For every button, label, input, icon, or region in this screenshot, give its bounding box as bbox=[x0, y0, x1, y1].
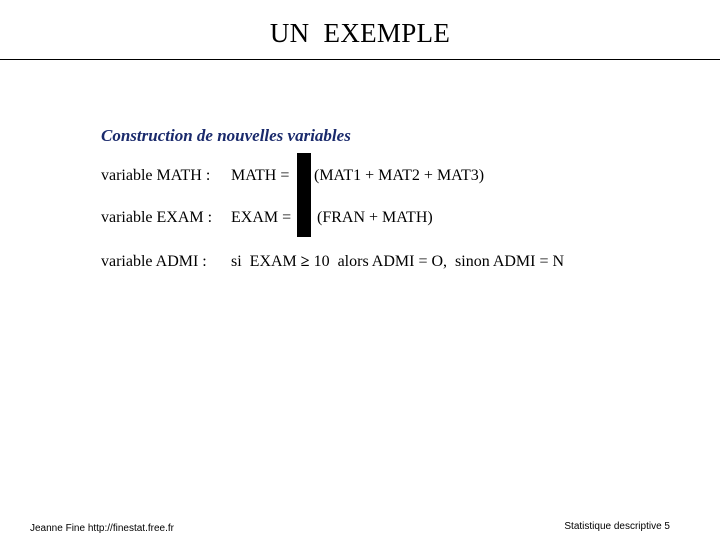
formula-lhs: EXAM = bbox=[231, 209, 292, 226]
slide-title: UN EXEMPLE bbox=[269, 18, 451, 48]
formula-lhs: MATH = bbox=[231, 167, 290, 184]
formula-rhs: (MAT1 + MAT2 + MAT3) bbox=[314, 167, 485, 184]
redaction-block bbox=[297, 153, 311, 195]
formula-label: variable EXAM : bbox=[101, 209, 213, 226]
redaction-block bbox=[297, 195, 311, 237]
section-heading: Construction de nouvelles variables bbox=[101, 126, 351, 145]
footer-author: Jeanne Fine http://finestat.free.fr bbox=[30, 523, 174, 534]
rule-condition: si EXAM bbox=[231, 253, 301, 270]
title-divider bbox=[0, 59, 720, 60]
formula-rhs: (FRAN + MATH) bbox=[317, 209, 433, 226]
rule-consequence: 10 alors ADMI = O, sinon ADMI = N bbox=[309, 253, 565, 270]
geq-symbol: ≥ bbox=[300, 253, 310, 270]
formula-label: variable ADMI : bbox=[101, 253, 207, 270]
formula-rule bbox=[231, 252, 564, 272]
footer-slide-number: Statistique descriptive 5 bbox=[564, 521, 670, 532]
formula-label: variable MATH : bbox=[101, 167, 211, 184]
